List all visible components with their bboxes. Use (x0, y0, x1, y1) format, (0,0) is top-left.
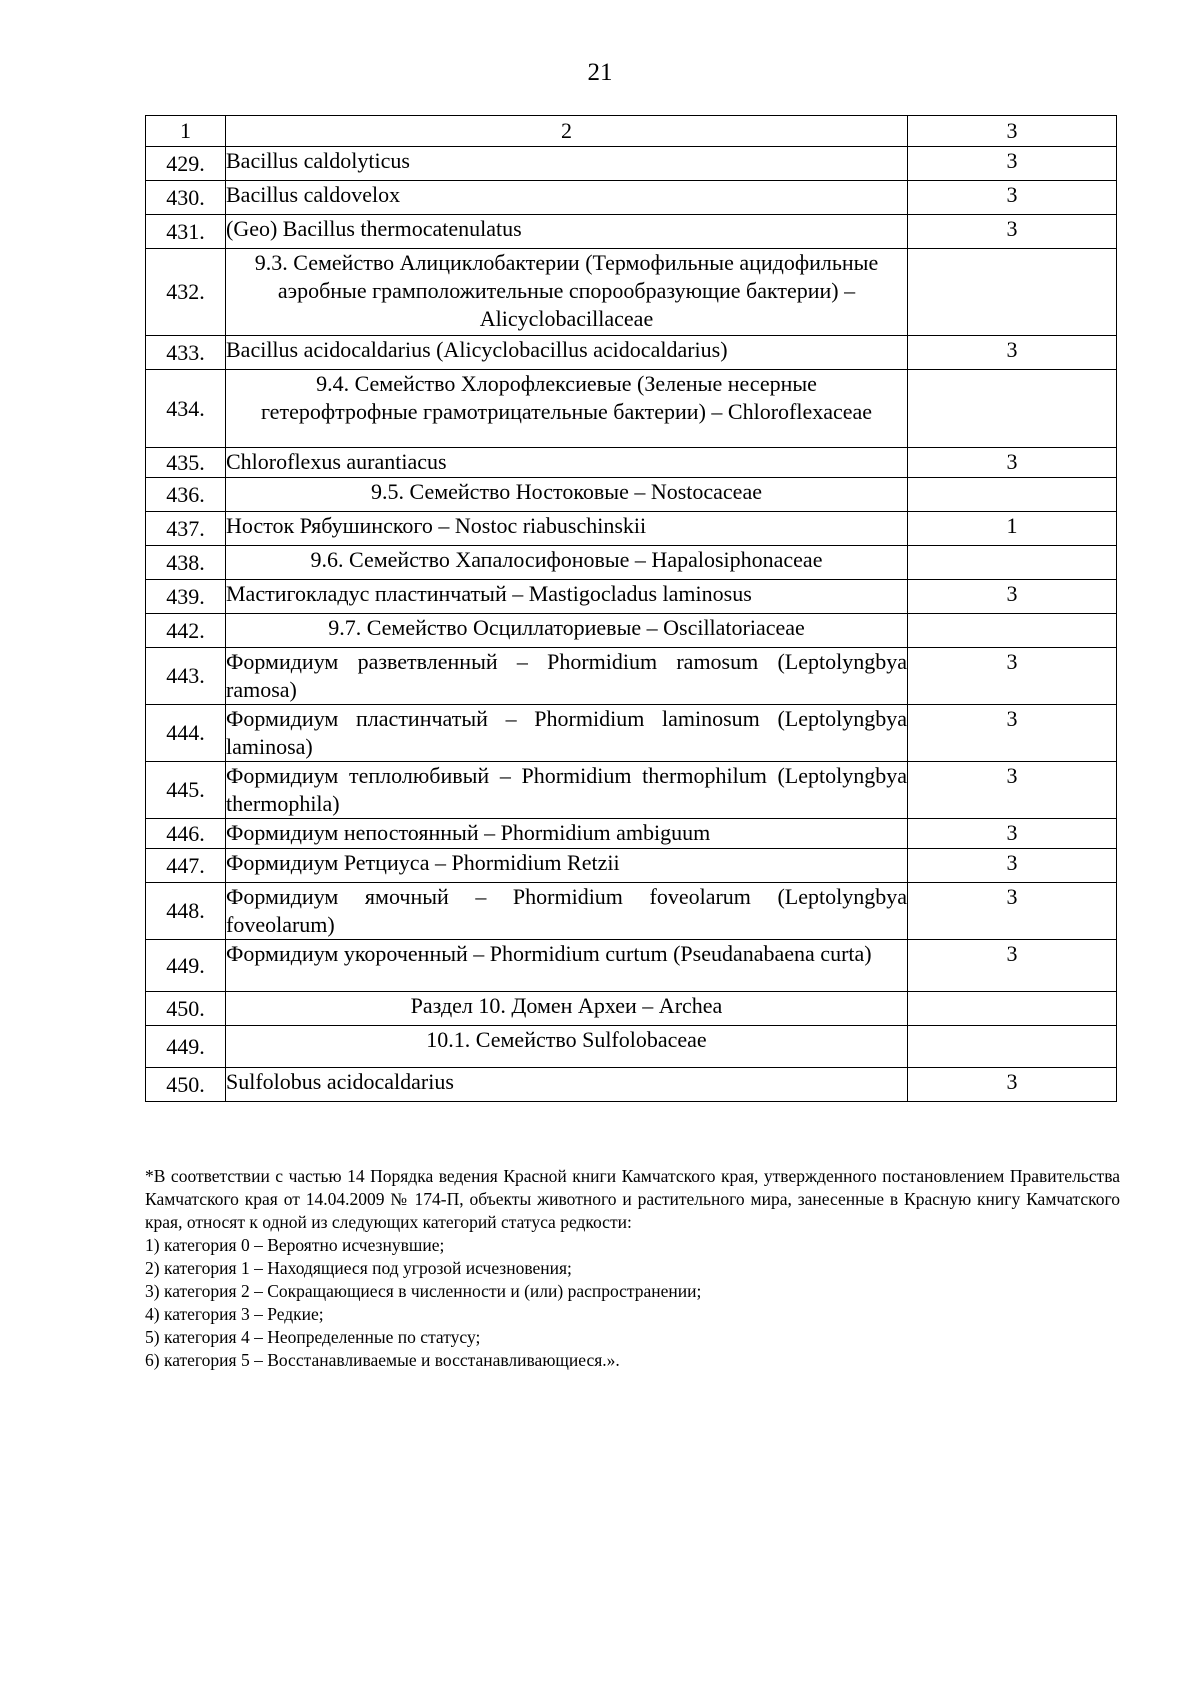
rarity-category (908, 614, 1117, 648)
species-name: Формидиум Ретциуса – Phormidium Retzii (226, 849, 908, 883)
table-section-row (146, 249, 1117, 336)
footnote-category-item: 1) категория 0 – Вероятно исчезнувшие; (145, 1235, 445, 1255)
row-number: 446. (146, 819, 226, 849)
table-row (146, 215, 1117, 249)
species-name: Формидиум пластинчатый – Phormidium laminosum (Leptolyngbya laminosa) (226, 705, 908, 762)
species-name: Bacillus acidocaldarius (Alicyclobacillus acidocaldarius) (226, 336, 908, 370)
section-title: 9.4. Семейство Хлорофлексиевые (Зеленые несерные гетерофтрофные грамотрицательные бактерии) – Chloroflexaceae (226, 370, 908, 448)
row-number: 443. (146, 648, 226, 705)
species-name: Sulfolobus acidocaldarius (226, 1068, 908, 1102)
row-number: 450. (146, 1068, 226, 1102)
rarity-category (908, 992, 1117, 1026)
species-name: Формидиум теплолюбивый – Phormidium thermophilum (Leptolyngbya thermophila) (226, 762, 908, 819)
footnote-category-item: 4) категория 3 – Редкие; (145, 1304, 324, 1324)
row-number: 445. (146, 762, 226, 819)
species-name: Мастигокладус пластинчатый – Mastigocladus laminosus (226, 580, 908, 614)
species-name: Формидиум укороченный – Phormidium curtum (Pseudanabaena curta) (226, 940, 908, 992)
rarity-category: 3 (908, 705, 1117, 762)
section-title: 9.3. Семейство Алициклобактерии (Термофильные ацидофильные аэробные грамположительные спорообразующие бактерии) – Alicyclobacillaceae (226, 249, 908, 336)
rarity-category: 3 (908, 181, 1117, 215)
section-title: 9.6. Семейство Хапалосифоновые – Hapalosiphonaceae (226, 546, 908, 580)
rarity-category (908, 546, 1117, 580)
row-number: 429. (146, 147, 226, 181)
table-row (146, 819, 1117, 849)
row-number: 436. (146, 478, 226, 512)
header-col-3: 3 (908, 116, 1117, 147)
footnote-category-list (145, 1234, 1120, 1372)
table-row (146, 580, 1117, 614)
table-row (146, 940, 1117, 992)
rarity-category (908, 370, 1117, 448)
row-number: 442. (146, 614, 226, 648)
rarity-category: 3 (908, 448, 1117, 478)
footnote-category-item: 3) категория 2 – Сокращающиеся в численности и (или) распространении; (145, 1281, 702, 1301)
table-row (146, 147, 1117, 181)
footnote-category-item: 2) категория 1 – Находящиеся под угрозой исчезновения; (145, 1258, 572, 1278)
table-section-row (146, 478, 1117, 512)
row-number: 431. (146, 215, 226, 249)
species-name: (Geo) Bacillus thermocatenulatus (226, 215, 908, 249)
section-title: 9.7. Семейство Осциллаториевые – Oscillatoriaceae (226, 614, 908, 648)
table-section-row (146, 1026, 1117, 1068)
species-name: Формидиум ямочный – Phormidium foveolarum (Leptolyngbya foveolarum) (226, 883, 908, 940)
rarity-category: 3 (908, 849, 1117, 883)
table-section-row (146, 614, 1117, 648)
rarity-category: 3 (908, 336, 1117, 370)
rarity-category: 3 (908, 1068, 1117, 1102)
row-number: 444. (146, 705, 226, 762)
row-number: 450. (146, 992, 226, 1026)
rarity-category: 3 (908, 762, 1117, 819)
footnote-intro: *В соответствии с частью 14 Порядка ведения Красной книги Камчатского края, утвержденного постановлением Правительства Камчатского края от 14.04.2009 № 174-П, объекты животного и растительного мира, занесенные в Красную книгу Камчатского края, относят к одной из следующих категорий статуса редкости: (145, 1166, 1120, 1232)
species-name: Chloroflexus aurantiacus (226, 448, 908, 478)
table-section-row (146, 546, 1117, 580)
row-number: 439. (146, 580, 226, 614)
table-row (146, 648, 1117, 705)
row-number: 448. (146, 883, 226, 940)
row-number: 435. (146, 448, 226, 478)
row-number: 449. (146, 1026, 226, 1068)
row-number: 449. (146, 940, 226, 992)
header-col-2: 2 (226, 116, 908, 147)
table-row (146, 448, 1117, 478)
row-number: 433. (146, 336, 226, 370)
header-col-1: 1 (146, 116, 226, 147)
rarity-category: 3 (908, 147, 1117, 181)
rarity-category: 3 (908, 580, 1117, 614)
rarity-category: 3 (908, 215, 1117, 249)
table-row (146, 849, 1117, 883)
section-title: 9.5. Семейство Ностоковые – Nostocaceae (226, 478, 908, 512)
section-title: Раздел 10. Домен Археи – Archea (226, 992, 908, 1026)
rarity-category: 3 (908, 648, 1117, 705)
table-row (146, 762, 1117, 819)
row-number: 438. (146, 546, 226, 580)
rarity-category (908, 478, 1117, 512)
rarity-category: 3 (908, 940, 1117, 992)
species-name: Формидиум разветвленный – Phormidium ramosum (Leptolyngbya ramosa) (226, 648, 908, 705)
row-number: 432. (146, 249, 226, 336)
species-name: Bacillus caldolyticus (226, 147, 908, 181)
table-row (146, 883, 1117, 940)
footnote (145, 1165, 1120, 1372)
page-number: 21 (587, 59, 613, 86)
table-header-row (146, 116, 1117, 147)
row-number: 447. (146, 849, 226, 883)
rarity-category: 1 (908, 512, 1117, 546)
table-row (146, 512, 1117, 546)
table-row (146, 705, 1117, 762)
table-section-row (146, 370, 1117, 448)
footnote-category-item: 5) категория 4 – Неопределенные по статусу; (145, 1327, 481, 1347)
row-number: 430. (146, 181, 226, 215)
species-name: Носток Рябушинского – Nostoc riabuschinskii (226, 512, 908, 546)
species-name: Формидиум непостоянный – Phormidium ambiguum (226, 819, 908, 849)
rarity-category: 3 (908, 819, 1117, 849)
rarity-category (908, 249, 1117, 336)
table-row (146, 1068, 1117, 1102)
species-name: Bacillus caldovelox (226, 181, 908, 215)
row-number: 434. (146, 370, 226, 448)
footnote-category-item: 6) категория 5 – Восстанавливаемые и восстанавливающиеся.». (145, 1350, 620, 1370)
rarity-category (908, 1026, 1117, 1068)
row-number: 437. (146, 512, 226, 546)
table-section-row (146, 992, 1117, 1026)
table-row (146, 181, 1117, 215)
table-row (146, 336, 1117, 370)
rarity-category: 3 (908, 883, 1117, 940)
section-title: 10.1. Семейство Sulfolobaceae (226, 1026, 908, 1068)
species-table (145, 115, 1117, 1102)
